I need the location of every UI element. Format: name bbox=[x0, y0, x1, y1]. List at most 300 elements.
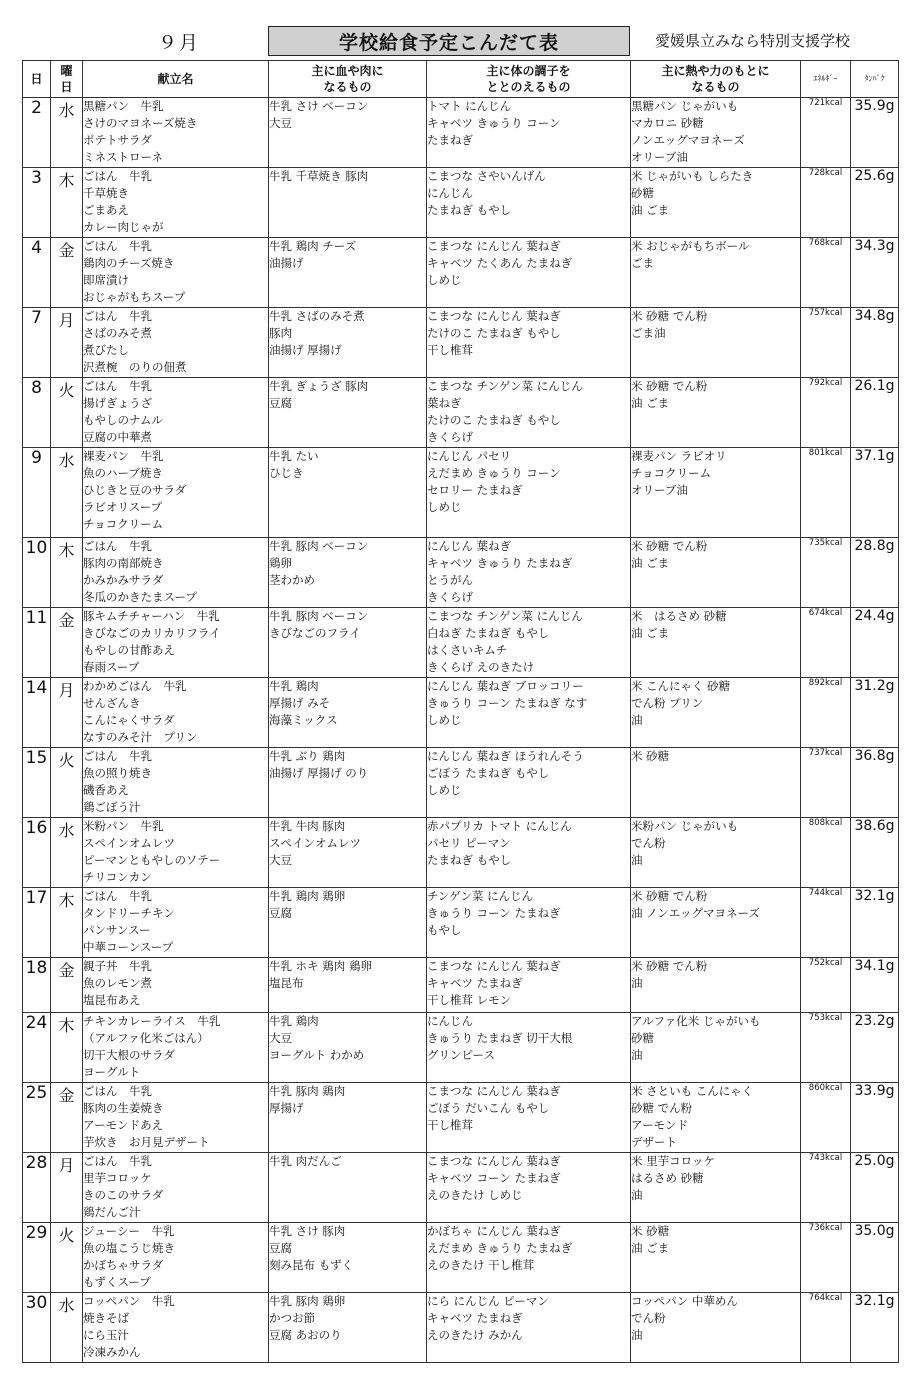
day-cell: 3 bbox=[23, 168, 51, 238]
menu-cell-line: チョコクリーム bbox=[83, 517, 164, 531]
energy-cell: 792kcal bbox=[801, 378, 851, 448]
weekday-cell: 火 bbox=[51, 378, 83, 448]
green-group-cell-line: キャベツ たくあん たまねぎ bbox=[427, 256, 573, 270]
green-group-cell-line: こまつな チンゲン菜 にんじん bbox=[427, 609, 583, 623]
green-group-cell-line: こまつな にんじん 葉ねぎ bbox=[427, 309, 561, 323]
table-row bbox=[23, 308, 899, 378]
menu-cell-line: 豚キムチチャーハン 牛乳 bbox=[83, 609, 220, 623]
green-group-cell bbox=[427, 448, 631, 538]
day-cell: 18 bbox=[23, 958, 51, 1013]
page-title bbox=[268, 26, 630, 56]
yellow-group-cell-line: アルファ化米 じゃがいも bbox=[631, 1014, 761, 1028]
red-group-cell bbox=[269, 1223, 427, 1293]
green-group-cell-line: きゅうり たまねぎ 切干大根 bbox=[427, 1031, 573, 1045]
red-group-cell-line: きびなごのフライ bbox=[269, 626, 361, 640]
menu-cell-line: 揚げぎょうざ bbox=[83, 396, 152, 410]
green-group-cell bbox=[427, 168, 631, 238]
menu-cell-line: ジューシー 牛乳 bbox=[83, 1224, 175, 1238]
day-cell: 11 bbox=[23, 608, 51, 678]
col-header-day: 日 bbox=[23, 61, 51, 98]
protein-cell: 36.8g bbox=[851, 748, 899, 818]
table-row bbox=[23, 1083, 899, 1153]
menu-cell-line: コッペパン 牛乳 bbox=[83, 1294, 175, 1308]
table-row bbox=[23, 1223, 899, 1293]
menu-cell-line: ポテトサラダ bbox=[83, 133, 152, 147]
menu-cell-line: 切干大根のサラダ bbox=[83, 1048, 175, 1062]
energy-cell: 743kcal bbox=[801, 1153, 851, 1223]
table-row bbox=[23, 888, 899, 958]
red-group-cell-line: 刻み昆布 もずく bbox=[269, 1258, 354, 1272]
red-group-cell-line: 油揚げ bbox=[269, 256, 304, 270]
green-group-cell bbox=[427, 238, 631, 308]
menu-cell-line: アーモンドあえ bbox=[83, 1118, 164, 1132]
menu-cell-line: なすのみそ汁 プリン bbox=[83, 730, 198, 744]
green-group-cell-line: もやし bbox=[427, 923, 462, 937]
menu-cell-line: もやしのナムル bbox=[83, 413, 163, 427]
yellow-group-cell-line: 油 ごま bbox=[631, 626, 670, 640]
energy-cell: 757kcal bbox=[801, 308, 851, 378]
yellow-group-cell-line: 米 砂糖 でん粉 bbox=[631, 889, 708, 903]
menu-cell bbox=[83, 1293, 269, 1363]
day-cell: 2 bbox=[23, 98, 51, 168]
page-title-text: 学校給食予定こんだて表 bbox=[338, 31, 559, 54]
red-group-cell-line: 油揚げ 厚揚げ のり bbox=[269, 766, 369, 780]
red-group-cell-line: 豚肉 bbox=[269, 326, 292, 340]
energy-cell: 728kcal bbox=[801, 168, 851, 238]
green-group-cell-line: キャベツ きゅうり たまねぎ bbox=[427, 556, 573, 570]
weekday-cell: 金 bbox=[51, 958, 83, 1013]
yellow-group-cell bbox=[631, 448, 801, 538]
table-row bbox=[23, 1293, 899, 1363]
green-group-cell-line: はくさいキムチ bbox=[427, 643, 508, 657]
table-row bbox=[23, 448, 899, 538]
menu-cell-line: おじゃがもちスープ bbox=[83, 290, 186, 304]
red-group-cell-line: 豆腐 bbox=[269, 906, 292, 920]
yellow-group-cell-line: 米 はるさめ 砂糖 bbox=[631, 609, 727, 623]
menu-cell bbox=[83, 748, 269, 818]
yellow-group-cell bbox=[631, 378, 801, 448]
day-cell: 16 bbox=[23, 818, 51, 888]
menu-cell-line: きびなごのカリカリフライ bbox=[83, 626, 221, 640]
green-group-cell-line: こまつな さやいんげん bbox=[427, 169, 546, 183]
red-group-cell-line: 厚揚げ bbox=[269, 1101, 304, 1115]
energy-cell: 721kcal bbox=[801, 98, 851, 168]
col-header-dow: 曜日 bbox=[51, 61, 83, 98]
yellow-group-cell-line: 油 ノンエッグマヨネーズ bbox=[631, 906, 760, 920]
col-header-energy: ｴﾈﾙｷﾞｰ bbox=[801, 61, 851, 98]
green-group-cell bbox=[427, 888, 631, 958]
weekday-cell: 金 bbox=[51, 608, 83, 678]
red-group-cell bbox=[269, 958, 427, 1013]
red-group-cell-line: 牛乳 豚肉 鶏肉 bbox=[269, 1084, 346, 1098]
weekday-cell: 水 bbox=[51, 448, 83, 538]
yellow-group-cell bbox=[631, 608, 801, 678]
day-cell: 15 bbox=[23, 748, 51, 818]
menu-cell-line: もずくスープ bbox=[83, 1275, 151, 1289]
yellow-group-cell-line: 米 砂糖 bbox=[631, 749, 670, 763]
month-label: ９月 bbox=[158, 32, 201, 54]
protein-cell: 28.8g bbox=[851, 538, 899, 608]
protein-cell: 37.1g bbox=[851, 448, 899, 538]
menu-cell-line: チキンカレーライス 牛乳 bbox=[83, 1014, 221, 1028]
yellow-group-cell bbox=[631, 238, 801, 308]
red-group-cell-line: 牛乳 鶏肉 チーズ bbox=[269, 239, 357, 253]
weekday-cell: 木 bbox=[51, 168, 83, 238]
day-cell: 4 bbox=[23, 238, 51, 308]
green-group-cell-line: にんじん パセリ bbox=[427, 449, 512, 463]
table-row bbox=[23, 1153, 899, 1223]
menu-cell bbox=[83, 538, 269, 608]
red-group-cell-line: 鶏卵 bbox=[269, 556, 292, 570]
green-group-cell-line: こまつな にんじん 葉ねぎ bbox=[427, 1154, 561, 1168]
protein-cell: 26.1g bbox=[851, 378, 899, 448]
green-group-cell-line: 白ねぎ たまねぎ もやし bbox=[427, 626, 550, 640]
menu-cell-line: 芋炊き お月見デザート bbox=[83, 1135, 210, 1149]
green-group-cell-line: えのきたけ 干し椎茸 bbox=[427, 1258, 535, 1272]
green-group-cell bbox=[427, 98, 631, 168]
menu-cell-line: かぼちゃサラダ bbox=[83, 1258, 164, 1272]
green-group-cell-line: きゅうり コーン たまねぎ bbox=[427, 906, 561, 920]
menu-cell-line: にら玉汁 bbox=[83, 1328, 129, 1342]
green-group-cell-line: にんじん 葉ねぎ bbox=[427, 539, 512, 553]
yellow-group-cell-line: 米 こんにゃく 砂糖 bbox=[631, 679, 731, 693]
menu-cell-line: 豚肉の生姜焼き bbox=[83, 1101, 164, 1115]
menu-cell-line: 魚のハーブ焼き bbox=[83, 466, 163, 480]
energy-cell: 674kcal bbox=[801, 608, 851, 678]
red-group-cell bbox=[269, 1013, 427, 1083]
menu-cell-line: スペインオムレツ bbox=[83, 836, 175, 850]
menu-cell-line: タンドリーチキン bbox=[83, 906, 175, 920]
yellow-group-cell-line: 米 里芋コロッケ bbox=[631, 1154, 715, 1168]
green-group-cell-line: たまねぎ bbox=[427, 133, 473, 147]
table-row bbox=[23, 378, 899, 448]
red-group-cell-line: 牛乳 さけ ベーコン bbox=[269, 99, 369, 113]
menu-cell-line: カレー肉じゃが bbox=[83, 220, 164, 234]
green-group-cell bbox=[427, 1223, 631, 1293]
menu-cell-line: 豚肉の南部焼き bbox=[83, 556, 164, 570]
red-group-cell-line: スペインオムレツ bbox=[269, 836, 361, 850]
menu-cell-line: 魚のレモン煮 bbox=[83, 976, 152, 990]
red-group-cell bbox=[269, 1293, 427, 1363]
table-row bbox=[23, 538, 899, 608]
yellow-group-cell-line: 油 ごま bbox=[631, 1241, 670, 1255]
yellow-group-cell-line: ごま bbox=[631, 256, 654, 270]
protein-cell: 23.2g bbox=[851, 1013, 899, 1083]
menu-cell-line: もやしの甘酢あえ bbox=[83, 643, 175, 657]
protein-cell: 25.0g bbox=[851, 1153, 899, 1223]
yellow-group-cell-line: 油 bbox=[631, 1048, 643, 1062]
yellow-group-cell-line: 裸麦パン ラビオリ bbox=[631, 449, 727, 463]
red-group-cell-line: かつお節 bbox=[269, 1311, 315, 1325]
table-row bbox=[23, 1013, 899, 1083]
red-group-cell-line: 大豆 bbox=[269, 116, 292, 130]
menu-cell-line: ごはん 牛乳 bbox=[83, 239, 152, 253]
yellow-group-cell bbox=[631, 748, 801, 818]
red-group-cell-line: 牛乳 豚肉 ベーコン bbox=[269, 609, 369, 623]
yellow-group-cell-line: コッペパン 中華めん bbox=[631, 1294, 738, 1308]
table-row bbox=[23, 678, 899, 748]
menu-cell-line: 米粉パン 牛乳 bbox=[83, 819, 164, 833]
menu-cell bbox=[83, 168, 269, 238]
menu-cell-line: 春雨スープ bbox=[83, 660, 140, 674]
menu-cell bbox=[83, 1013, 269, 1083]
menu-cell-line: 塩昆布あえ bbox=[83, 993, 141, 1007]
protein-cell: 32.1g bbox=[851, 1293, 899, 1363]
red-group-cell-line: 牛乳 豚肉 ベーコン bbox=[269, 539, 369, 553]
menu-cell-line: 冬瓜のかきたまスープ bbox=[83, 590, 197, 604]
menu-cell-line: 中華コーンスープ bbox=[83, 940, 174, 954]
menu-cell bbox=[83, 1223, 269, 1293]
yellow-group-cell-line: 米 さといも こんにゃく bbox=[631, 1084, 754, 1098]
table-row bbox=[23, 958, 899, 1013]
day-cell: 7 bbox=[23, 308, 51, 378]
green-group-cell bbox=[427, 958, 631, 1013]
menu-cell-line: ごはん 牛乳 bbox=[83, 379, 152, 393]
menu-cell-line: ごはん 牛乳 bbox=[83, 1084, 152, 1098]
green-group-cell-line: しめじ bbox=[427, 783, 462, 797]
school-name: 愛媛県立みなら特別支援学校 bbox=[655, 32, 851, 50]
day-cell: 30 bbox=[23, 1293, 51, 1363]
menu-cell-line: パンサンスー bbox=[83, 923, 151, 937]
red-group-cell-line: 豆腐 bbox=[269, 396, 292, 410]
green-group-cell-line: トマト にんじん bbox=[427, 99, 512, 113]
red-group-cell-line: 海藻ミックス bbox=[269, 713, 338, 727]
day-cell: 25 bbox=[23, 1083, 51, 1153]
menu-cell-line: ラビオリスープ bbox=[83, 500, 163, 514]
yellow-group-cell-line: 油 ごま bbox=[631, 556, 670, 570]
table-row bbox=[23, 238, 899, 308]
red-group-cell bbox=[269, 818, 427, 888]
green-group-cell bbox=[427, 1083, 631, 1153]
weekday-cell: 金 bbox=[51, 238, 83, 308]
menu-cell-line: さけのマヨネーズ焼き bbox=[83, 116, 198, 130]
red-group-cell-line: 茎わかめ bbox=[269, 573, 315, 587]
menu-cell bbox=[83, 98, 269, 168]
menu-cell bbox=[83, 888, 269, 958]
yellow-group-cell bbox=[631, 168, 801, 238]
green-group-cell-line: にら にんじん ピーマン bbox=[427, 1294, 549, 1308]
green-group-cell bbox=[427, 748, 631, 818]
red-group-cell bbox=[269, 308, 427, 378]
green-group-cell-line: きゅうり コーン たまねぎ なす bbox=[427, 696, 588, 710]
weekday-cell: 木 bbox=[51, 888, 83, 958]
weekday-cell: 火 bbox=[51, 1223, 83, 1293]
day-cell: 10 bbox=[23, 538, 51, 608]
yellow-group-cell-line: 油 bbox=[631, 1188, 643, 1202]
green-group-cell-line: きくらげ bbox=[427, 430, 473, 444]
red-group-cell-line: 牛乳 ぎょうざ 豚肉 bbox=[269, 379, 369, 393]
green-group-cell-line: えのきたけ みかん bbox=[427, 1328, 523, 1342]
menu-cell bbox=[83, 678, 269, 748]
menu-cell-line: 裸麦パン 牛乳 bbox=[83, 449, 164, 463]
protein-cell: 25.6g bbox=[851, 168, 899, 238]
green-group-cell bbox=[427, 1153, 631, 1223]
green-group-cell-line: 赤パプリカ トマト にんじん bbox=[427, 819, 572, 833]
green-group-cell-line: キャベツ きゅうり コーン bbox=[427, 116, 561, 130]
green-group-cell-line: パセリ ピーマン bbox=[427, 836, 511, 850]
green-group-cell-line: こまつな にんじん 葉ねぎ bbox=[427, 1084, 561, 1098]
day-cell: 24 bbox=[23, 1013, 51, 1083]
menu-cell-line: 冷凍みかん bbox=[83, 1345, 141, 1359]
green-group-cell-line: たまねぎ もやし bbox=[427, 853, 512, 867]
green-group-cell-line: とうがん bbox=[427, 573, 473, 587]
protein-cell: 32.1g bbox=[851, 888, 899, 958]
green-group-cell-line: ごぼう だいこん もやし bbox=[427, 1101, 550, 1115]
yellow-group-cell-line: 米 砂糖 でん粉 bbox=[631, 309, 708, 323]
red-group-cell-line: 牛乳 牛肉 豚肉 bbox=[269, 819, 346, 833]
menu-cell-line: かみかみサラダ bbox=[83, 573, 164, 587]
yellow-group-cell bbox=[631, 1083, 801, 1153]
menu-cell-line: 鶏肉のチーズ焼き bbox=[83, 256, 175, 270]
weekday-cell: 木 bbox=[51, 538, 83, 608]
day-cell: 29 bbox=[23, 1223, 51, 1293]
green-group-cell-line: かぼちゃ にんじん 葉ねぎ bbox=[427, 1224, 561, 1238]
green-group-cell bbox=[427, 378, 631, 448]
yellow-group-cell-line: チョコクリーム bbox=[631, 466, 712, 480]
weekday-cell: 水 bbox=[51, 98, 83, 168]
menu-cell-line: チリコンカン bbox=[83, 870, 152, 884]
protein-cell: 34.1g bbox=[851, 958, 899, 1013]
col-header-yellow: 主に熱や力のもとに なるもの bbox=[631, 61, 801, 98]
yellow-group-cell-line: でん粉 bbox=[631, 836, 666, 850]
yellow-group-cell bbox=[631, 98, 801, 168]
table-row bbox=[23, 748, 899, 818]
yellow-group-cell-line: 米 砂糖 でん粉 bbox=[631, 959, 708, 973]
red-group-cell-line: 大豆 bbox=[269, 1031, 292, 1045]
menu-cell bbox=[83, 1083, 269, 1153]
weekday-cell: 月 bbox=[51, 1153, 83, 1223]
yellow-group-cell-line: 米粉パン じゃがいも bbox=[631, 819, 739, 833]
weekday-cell: 月 bbox=[51, 308, 83, 378]
day-cell: 17 bbox=[23, 888, 51, 958]
protein-cell: 35.9g bbox=[851, 98, 899, 168]
menu-cell-line: せんざんき bbox=[83, 696, 141, 710]
green-group-cell bbox=[427, 608, 631, 678]
menu-cell-line: 豆腐の中華煮 bbox=[83, 430, 152, 444]
green-group-cell bbox=[427, 818, 631, 888]
green-group-cell-line: たまねぎ もやし bbox=[427, 203, 512, 217]
yellow-group-cell bbox=[631, 1223, 801, 1293]
menu-cell bbox=[83, 958, 269, 1013]
table-row bbox=[23, 608, 899, 678]
green-group-cell bbox=[427, 1013, 631, 1083]
red-group-cell-line: 塩昆布 bbox=[269, 976, 304, 990]
yellow-group-cell-line: 黒糖パン じゃがいも bbox=[631, 99, 739, 113]
table-row bbox=[23, 98, 899, 168]
green-group-cell bbox=[427, 308, 631, 378]
yellow-group-cell-line: デザート bbox=[631, 1135, 677, 1149]
col-header-protein: ﾀﾝﾊﾟｸ bbox=[851, 61, 899, 98]
energy-cell: 808kcal bbox=[801, 818, 851, 888]
yellow-group-cell bbox=[631, 1153, 801, 1223]
menu-cell-line: さばのみそ煮 bbox=[83, 326, 152, 340]
protein-cell: 38.6g bbox=[851, 818, 899, 888]
green-group-cell-line: キャベツ たまねぎ bbox=[427, 1311, 523, 1325]
table-header-row bbox=[23, 61, 899, 98]
protein-cell: 34.3g bbox=[851, 238, 899, 308]
day-cell: 28 bbox=[23, 1153, 51, 1223]
weekday-cell: 水 bbox=[51, 818, 83, 888]
weekday-cell: 火 bbox=[51, 748, 83, 818]
green-group-cell-line: にんじん bbox=[427, 1014, 473, 1028]
green-group-cell-line: キャベツ たまねぎ bbox=[427, 976, 523, 990]
menu-cell-line: 磯香あえ bbox=[83, 783, 129, 797]
menu-cell-line: （アルファ化米ごはん） bbox=[83, 1031, 209, 1045]
energy-cell: 860kcal bbox=[801, 1083, 851, 1153]
energy-cell: 737kcal bbox=[801, 748, 851, 818]
yellow-group-cell bbox=[631, 818, 801, 888]
green-group-cell-line: しめじ bbox=[427, 273, 462, 287]
yellow-group-cell-line: でん粉 bbox=[631, 1311, 666, 1325]
yellow-group-cell-line: 米 砂糖 でん粉 bbox=[631, 379, 708, 393]
menu-cell bbox=[83, 308, 269, 378]
green-group-cell-line: 葉ねぎ bbox=[427, 396, 462, 410]
green-group-cell-line: セロリー たまねぎ bbox=[427, 483, 523, 497]
red-group-cell bbox=[269, 448, 427, 538]
menu-cell-line: ごまあえ bbox=[83, 203, 129, 217]
day-cell: 8 bbox=[23, 378, 51, 448]
red-group-cell-line: 牛乳 鶏肉 bbox=[269, 679, 319, 693]
weekday-cell: 木 bbox=[51, 1013, 83, 1083]
yellow-group-cell-line: 米 砂糖 でん粉 bbox=[631, 539, 708, 553]
red-group-cell-line: 牛乳 ホキ 鶏肉 鶏卵 bbox=[269, 959, 372, 973]
green-group-cell-line: えだまめ きゅうり たまねぎ bbox=[427, 1241, 573, 1255]
red-group-cell-line: 牛乳 ぶり 鶏肉 bbox=[269, 749, 346, 763]
red-group-cell bbox=[269, 888, 427, 958]
weekday-cell: 金 bbox=[51, 1083, 83, 1153]
red-group-cell-line: 牛乳 肉だんご bbox=[269, 1154, 342, 1168]
green-group-cell-line: 干し椎茸 bbox=[427, 1118, 473, 1132]
green-group-cell-line: 干し椎茸 bbox=[427, 343, 473, 357]
green-group-cell-line: こまつな チンゲン菜 にんじん bbox=[427, 379, 583, 393]
energy-cell: 892kcal bbox=[801, 678, 851, 748]
menu-cell-line: 焼きそば bbox=[83, 1311, 129, 1325]
energy-cell: 764kcal bbox=[801, 1293, 851, 1363]
red-group-cell-line: 牛乳 さばのみそ煮 bbox=[269, 309, 365, 323]
menu-cell bbox=[83, 608, 269, 678]
yellow-group-cell-line: 米 砂糖 bbox=[631, 1224, 670, 1238]
green-group-cell-line: たけのこ たまねぎ もやし bbox=[427, 413, 561, 427]
green-group-cell-line: こまつな にんじん 葉ねぎ bbox=[427, 239, 561, 253]
protein-cell: 33.9g bbox=[851, 1083, 899, 1153]
yellow-group-cell bbox=[631, 888, 801, 958]
green-group-cell-line: しめじ bbox=[427, 713, 462, 727]
menu-cell-line: ごはん 牛乳 bbox=[83, 1154, 152, 1168]
menu-cell-line: 親子丼 牛乳 bbox=[83, 959, 152, 973]
yellow-group-cell-line: 油 ごま bbox=[631, 203, 670, 217]
menu-cell-line: きのこのサラダ bbox=[83, 1188, 164, 1202]
menu-cell-line: 沢煮椀 のりの佃煮 bbox=[83, 360, 187, 374]
yellow-group-cell-line: 砂糖 bbox=[631, 1031, 654, 1045]
red-group-cell-line: ひじき bbox=[269, 466, 304, 480]
menu-cell-line: ごはん 牛乳 bbox=[83, 539, 152, 553]
menu-cell-line: ごはん 牛乳 bbox=[83, 749, 152, 763]
menu-cell-line: 里芋コロッケ bbox=[83, 1171, 152, 1185]
menu-cell-line: 魚の照り焼き bbox=[83, 766, 152, 780]
menu-cell-line: 千草焼き bbox=[83, 186, 129, 200]
menu-cell-line: 即席漬け bbox=[83, 273, 129, 287]
red-group-cell bbox=[269, 1153, 427, 1223]
yellow-group-cell-line: 米 おじゃがもちボール bbox=[631, 239, 750, 253]
protein-cell: 35.0g bbox=[851, 1223, 899, 1293]
green-group-cell-line: えのきたけ しめじ bbox=[427, 1188, 523, 1202]
menu-cell bbox=[83, 1153, 269, 1223]
green-group-cell-line: キャベツ コーン たまねぎ bbox=[427, 1171, 561, 1185]
energy-cell: 736kcal bbox=[801, 1223, 851, 1293]
green-group-cell-line: グリンピース bbox=[427, 1048, 495, 1062]
yellow-group-cell-line: マカロニ 砂糖 bbox=[631, 116, 704, 130]
green-group-cell-line: きくらげ えのきたけ bbox=[427, 660, 535, 674]
